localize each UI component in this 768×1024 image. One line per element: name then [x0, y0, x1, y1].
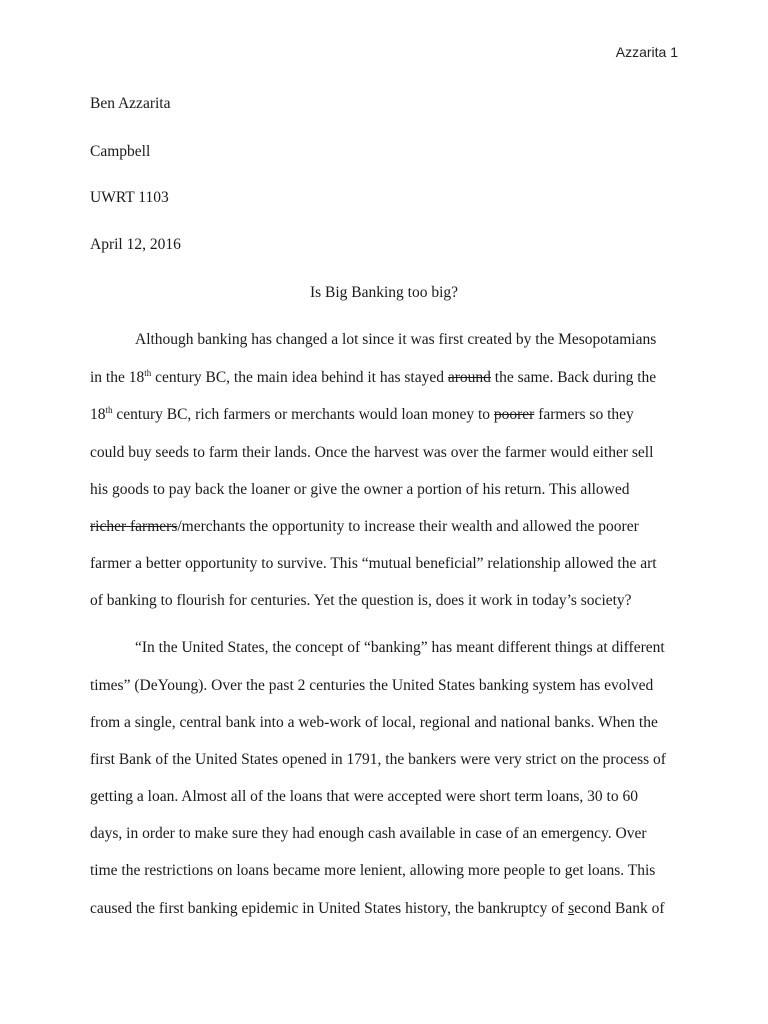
struck-text: poorer — [493, 406, 535, 423]
paragraph-1-line-2: in the 18th century BC, the main idea behind it has stayed around the same. Back during the — [90, 368, 657, 386]
paragraph-2-line-3: from a single, central bank into a web-work of local, regional and national banks. When the — [90, 714, 658, 731]
paragraph-1-line-3: 18th century BC, rich farmers or merchants would loan money to poorer farmers so they — [90, 405, 634, 423]
paragraph-2-line-4: first Bank of the United States opened in 1791, the bankers were very strict on the process of — [90, 751, 666, 768]
course-name: UWRT 1103 — [90, 189, 169, 206]
paragraph-1-line-7: farmer a better opportunity to survive. This “mutual beneficial” relationship allowed the art — [90, 555, 657, 572]
paragraph-2-line-5: getting a loan. Almost all of the loans that were accepted were short term loans, 30 to 60 — [90, 788, 638, 805]
paragraph-1-line-8: of banking to flourish for centuries. Yet the question is, does it work in today’s society? — [90, 592, 632, 609]
paragraph-1-line-1: Although banking has changed a lot since it was first created by the Mesopotamians — [135, 331, 657, 348]
date: April 12, 2016 — [90, 236, 181, 253]
instructor-name: Campbell — [90, 143, 151, 160]
paragraph-2-line-6: days, in order to make sure they had enough cash available in case of an emergency. Over — [90, 825, 647, 842]
paragraph-2-line-2: times” (DeYoung). Over the past 2 centuries the United States banking system has evolved — [90, 677, 654, 694]
underlined-text: s — [568, 900, 575, 917]
paragraph-2-line-8: caused the first banking epidemic in United States history, the bankruptcy of second Bank of — [90, 900, 665, 917]
paragraph-2-line-7: time the restrictions on loans became more lenient, allowing more people to get loans. This — [90, 862, 656, 879]
running-head: Azzarita 1 — [615, 44, 678, 60]
paragraph-1-line-6: richer farmers/merchants the opportunity to increase their wealth and allowed the poorer — [90, 518, 639, 535]
paragraph-1-line-5: his goods to pay back the loaner or give the owner a portion of his return. This allowed — [90, 481, 630, 498]
struck-text: around — [447, 369, 491, 386]
paragraph-2-line-1: “In the United States, the concept of “banking” has meant different things at different — [135, 639, 665, 656]
struck-text: richer farmers — [90, 518, 178, 535]
paragraph-1-line-4: could buy seeds to farm their lands. Once the harvest was over the farmer would either sell — [90, 444, 654, 461]
author-name: Ben Azzarita — [90, 95, 171, 112]
essay-title: Is Big Banking too big? — [309, 284, 459, 301]
